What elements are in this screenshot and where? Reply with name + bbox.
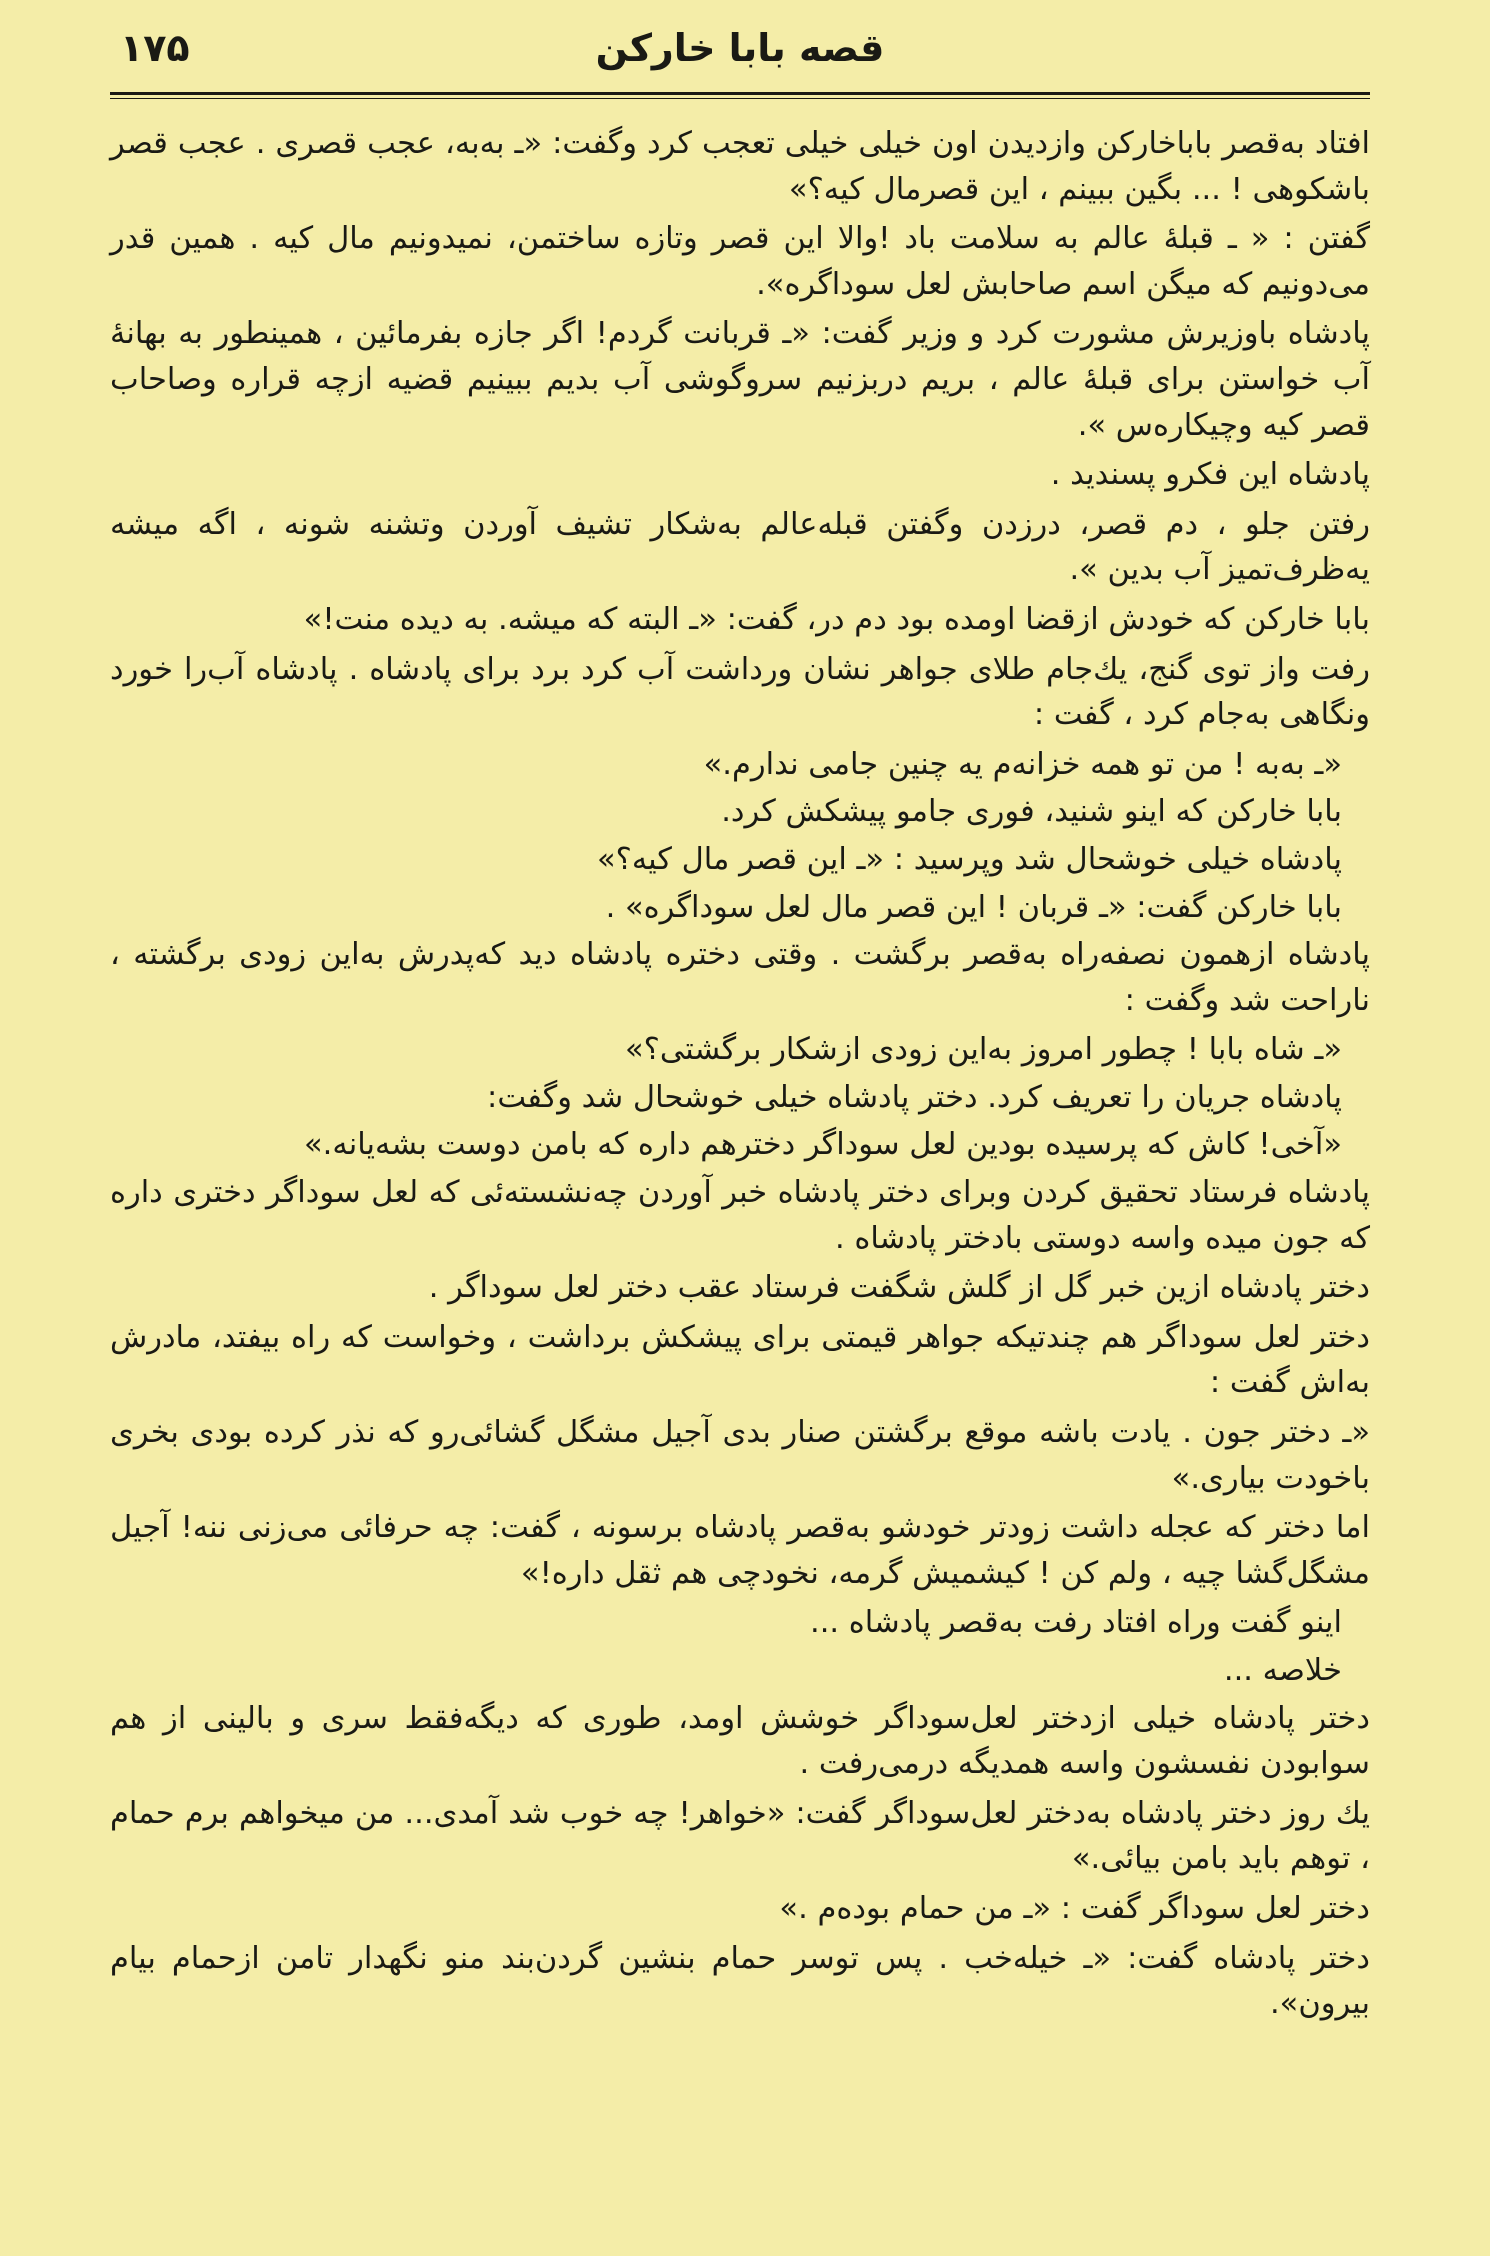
paragraph: افتاد به‌قصر باباخارکن وازدیدن اون خیلی خیلی تعجب کرد وگفت: «ـ به‌به، عجب قصری . عجب قصر باشکوهی ! ... بگین ببینم ، این قصرمال کیه؟» [110, 126, 1370, 207]
paragraph: پادشاه باوزیرش مشورت کرد و وزیر گفت: «ـ قربانت گردم! اگر جازه بفرمائین ، همینطور به بهانهٔ آب خواستن برای قبلهٔ عالم ، بریم دربزنیم سروگوشی آب بدیم ببینیم قضیه ازچه قراره وصاحاب قصر کیه وچیکاره‌س ». [110, 316, 1370, 443]
paragraph: اما دختر که عجله داشت زودتر خودشو به‌قصر پادشاه برسونه ، گفت: چه حرفائی می‌زنی ننه! آجیل مشگل‌گشا چیه ، ولم کن ! کیشمیش گرمه، نخودچی هم ثقل داره!» [110, 1510, 1370, 1591]
paragraph: پادشاه فرستاد تحقیق کردن وبرای دختر پادشاه خبر آوردن چه‌نشسته‌ئی که لعل سوداگر دختری داره که جون میده واسه دوستی بادختر پادشاه . [110, 1175, 1370, 1256]
book-page [0, 14, 1490, 2256]
dialogue-line: «آخی! کاش که پرسیده بودین لعل سوداگر دخترهم داره که بامن دوست بشه‌یانه.» [304, 1127, 1342, 1163]
dialogue-line: پادشاه جریان را تعریف کرد. دختر پادشاه خیلی خوشحال شد وگفت: [487, 1079, 1342, 1115]
paragraph: رفتن جلو ، دم قصر، درزدن وگفتن قبله‌عالم به‌شکار تشیف آوردن وتشنه شونه ، اگه میشه یه‌ظرف‌تمیز آب بدین ». [110, 506, 1370, 588]
page-header [110, 14, 1370, 92]
paragraph: پادشاه این فکرو پسندید . [1050, 457, 1370, 493]
story-text [110, 121, 1370, 2027]
paragraph: دختر لعل سوداگر هم چندتیکه جواهر قیمتی برای پیشکش برداشت ، وخواست که راه بیفتد، مادرش به‌اش گفت : [110, 1319, 1370, 1401]
paragraph: دختر لعل سوداگر گفت : «ـ من حمام بوده‌م .» [779, 1890, 1370, 1926]
paragraph: بابا خارکن که خودش ازقضا اومده بود دم در، گفت: «ـ البته که میشه. به دیده منت!» [303, 601, 1370, 637]
dialogue-line: پادشاه خیلی خوشحال شد وپرسید : «ـ این قصر مال کیه؟» [596, 841, 1342, 877]
dialogue-line: بابا خارکن که اینو شنید، فوری جامو پیشکش کرد. [721, 794, 1342, 830]
paragraph: گفتن : « ـ قبلهٔ عالم به سلامت باد !والا این قصر وتازه ساختمن، نمیدونیم مال کیه . همین قدر می‌دونیم که میگن اسم صاحابش لعل سوداگره». [110, 221, 1370, 302]
dialogue-line: اینو گفت وراه افتاد رفت به‌قصر پادشاه ... [810, 1605, 1342, 1641]
running-title: قصه بابا خارکن [595, 26, 885, 70]
dialogue-line: بابا خارکن گفت: «ـ قربان ! این قصر مال لعل سوداگره» . [605, 889, 1342, 925]
dialogue-line: خلاصه ... [1223, 1653, 1342, 1688]
header-rule [110, 92, 1370, 99]
paragraph: دختر پادشاه گفت: «ـ خیله‌خب . پس توسر حمام بنشین گردن‌بند منو نگهدار تامن ازحمام بیام بیرون». [110, 1940, 1370, 2022]
paragraph: یك روز دختر پادشاه به‌دختر لعل‌سوداگر گفت: «خواهر! چه خوب شد آمدی... من میخواهم برم حمام ، توهم باید بامن بیائی.» [110, 1795, 1370, 1877]
dialogue-line: «ـ به‌به ! من تو همه خزانه‌م یه چنین جامی ندارم.» [703, 746, 1342, 782]
page-number: ۱۷۵ [120, 26, 190, 70]
dialogue-line: «ـ شاه بابا ! چطور امروز به‌این زودی ازشکار برگشتی؟» [624, 1032, 1342, 1068]
paragraph: دختر پادشاه ازین خبر گل از گلش شگفت فرستاد عقب دختر لعل سوداگر . [428, 1270, 1370, 1306]
paragraph: پادشاه ازهمون نصفه‌راه به‌قصر برگشت . وقتی دختره پادشاه دید که‌پدرش به‌این زودی برگشته ، ناراحت شد وگفت : [110, 937, 1370, 1018]
paragraph: «ـ دختر جون . یادت باشه موقع برگشتن صنار بدی آجیل مشگل گشائی‌رو که نذر کرده بودی بخری باخودت بیاری.» [110, 1415, 1370, 1496]
paragraph: دختر پادشاه خیلی ازدختر لعل‌سوداگر خوشش اومد، طوری که دیگه‌فقط سری و بالینی از هم سوابودن نفسشون واسه همدیگه درمی‌رفت . [110, 1700, 1370, 1782]
paragraph: رفت واز توی گنج، یك‌جام طلای جواهر نشان ورداشت آب کرد برد برای پادشاه . پادشاه آب‌را خورد ونگاهی به‌جام کرد ، گفت : [110, 651, 1370, 733]
